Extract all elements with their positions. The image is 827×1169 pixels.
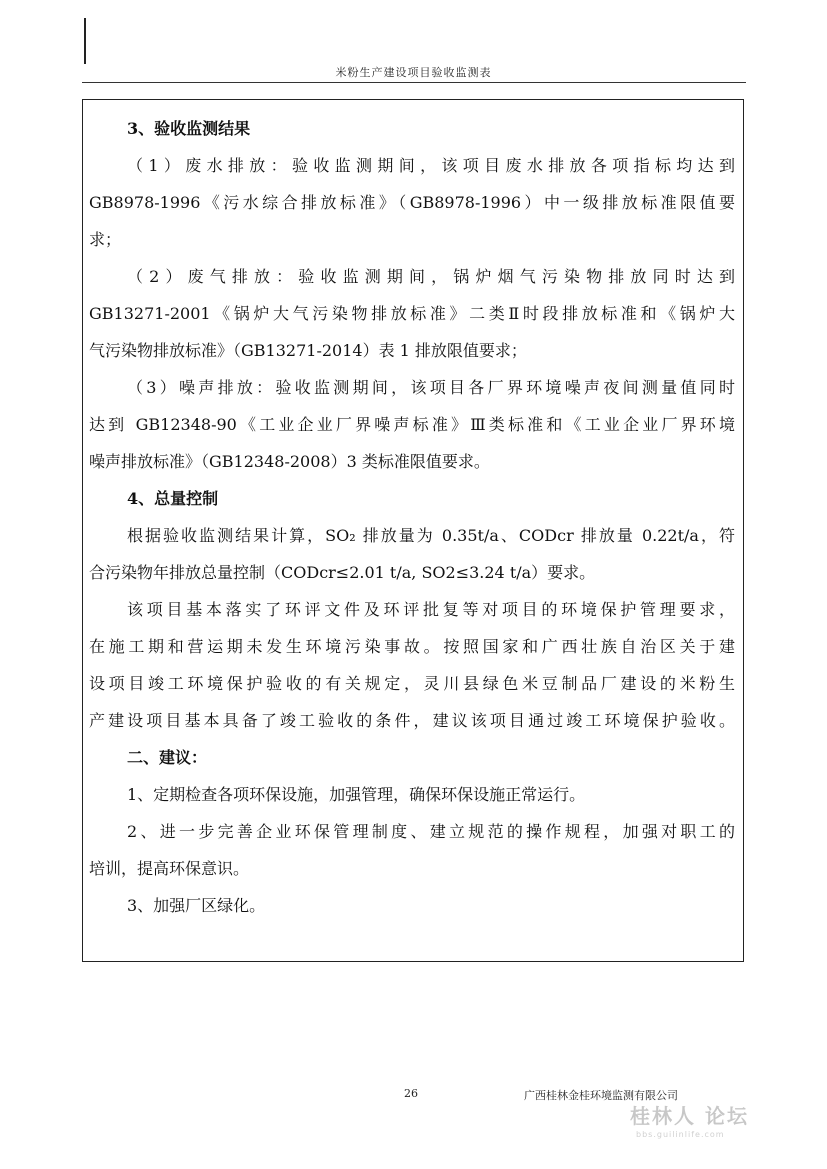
suggestion-item: 1、定期检查各项环保设施，加强管理，确保环保设施正常运行。: [127, 785, 586, 804]
paragraph-line: 产建设项目基本具备了竣工验收的条件，建议该项目通过竣工环境保护验收。: [89, 711, 735, 730]
paragraph-line: 求；: [89, 230, 122, 249]
watermark-main-text: 桂林人 论坛: [630, 1104, 749, 1128]
corner-mark: [84, 18, 86, 64]
paragraph-line: 噪声排放标准》（GB12348-2008）3 类标准限值要求。: [89, 452, 490, 471]
section-heading-suggestions: 二、建议：: [127, 748, 208, 767]
footer-company: 广西桂林金桂环境监测有限公司: [524, 1089, 678, 1102]
paragraph-line: （2）废气排放：验收监测期间，锅炉烟气污染物排放同时达到: [127, 267, 735, 286]
suggestion-item: 2、进一步完善企业环保管理制度、建立规范的操作规程，加强对职工的: [127, 822, 735, 841]
section-heading-results: 3、验收监测结果: [127, 119, 251, 138]
section-heading-total-control: 4、总量控制: [127, 489, 219, 508]
paragraph-line: 在施工期和营运期未发生环境污染事故。按照国家和广西壮族自治区关于建: [89, 637, 735, 656]
paragraph-line: GB8978-1996《污水综合排放标准》（GB8978-1996）中一级排放标准限值要: [89, 193, 735, 212]
content-box: [82, 99, 744, 962]
paragraph-line: 合污染物年排放总量控制（CODcr≤2.01 t/a, SO2≤3.24 t/a）要求。: [89, 563, 596, 582]
paragraph-line: 设项目竣工环境保护验收的有关规定，灵川县绿色米豆制品厂建设的米粉生: [89, 674, 735, 693]
paragraph-line: GB13271-2001《锅炉大气污染物排放标准》二类Ⅱ时段排放标准和《锅炉大: [89, 304, 735, 323]
page-number: 26: [404, 1087, 418, 1100]
page-header-title: 米粉生产建设项目验收监测表: [335, 66, 492, 79]
suggestion-item: 3、加强厂区绿化。: [127, 896, 266, 915]
paragraph-line: 气污染物排放标准》（GB13271-2014）表 1 排放限值要求；: [89, 341, 527, 360]
paragraph-line: （1）废水排放：验收监测期间，该项目废水排放各项指标均达到: [127, 156, 735, 175]
watermark-logo: [630, 1100, 780, 1148]
header-rule: [82, 82, 746, 83]
paragraph-line: 根据验收监测结果计算，SO₂ 排放量为 0.35t/a、CODcr 排放量 0.22t/a，符: [127, 526, 735, 545]
paragraph-line: （3）噪声排放：验收监测期间，该项目各厂界环境噪声夜间测量值同时: [127, 378, 735, 397]
paragraph-line: 达到 GB12348-90《工业企业厂界噪声标准》Ⅲ类标准和《工业企业厂界环境: [89, 415, 735, 434]
paragraph-line: 该项目基本落实了环评文件及环评批复等对项目的环境保护管理要求，: [127, 600, 735, 619]
suggestion-item: 培训，提高环保意识。: [89, 859, 250, 878]
watermark-sub-text: bbs.guilinlife.com: [636, 1130, 725, 1139]
